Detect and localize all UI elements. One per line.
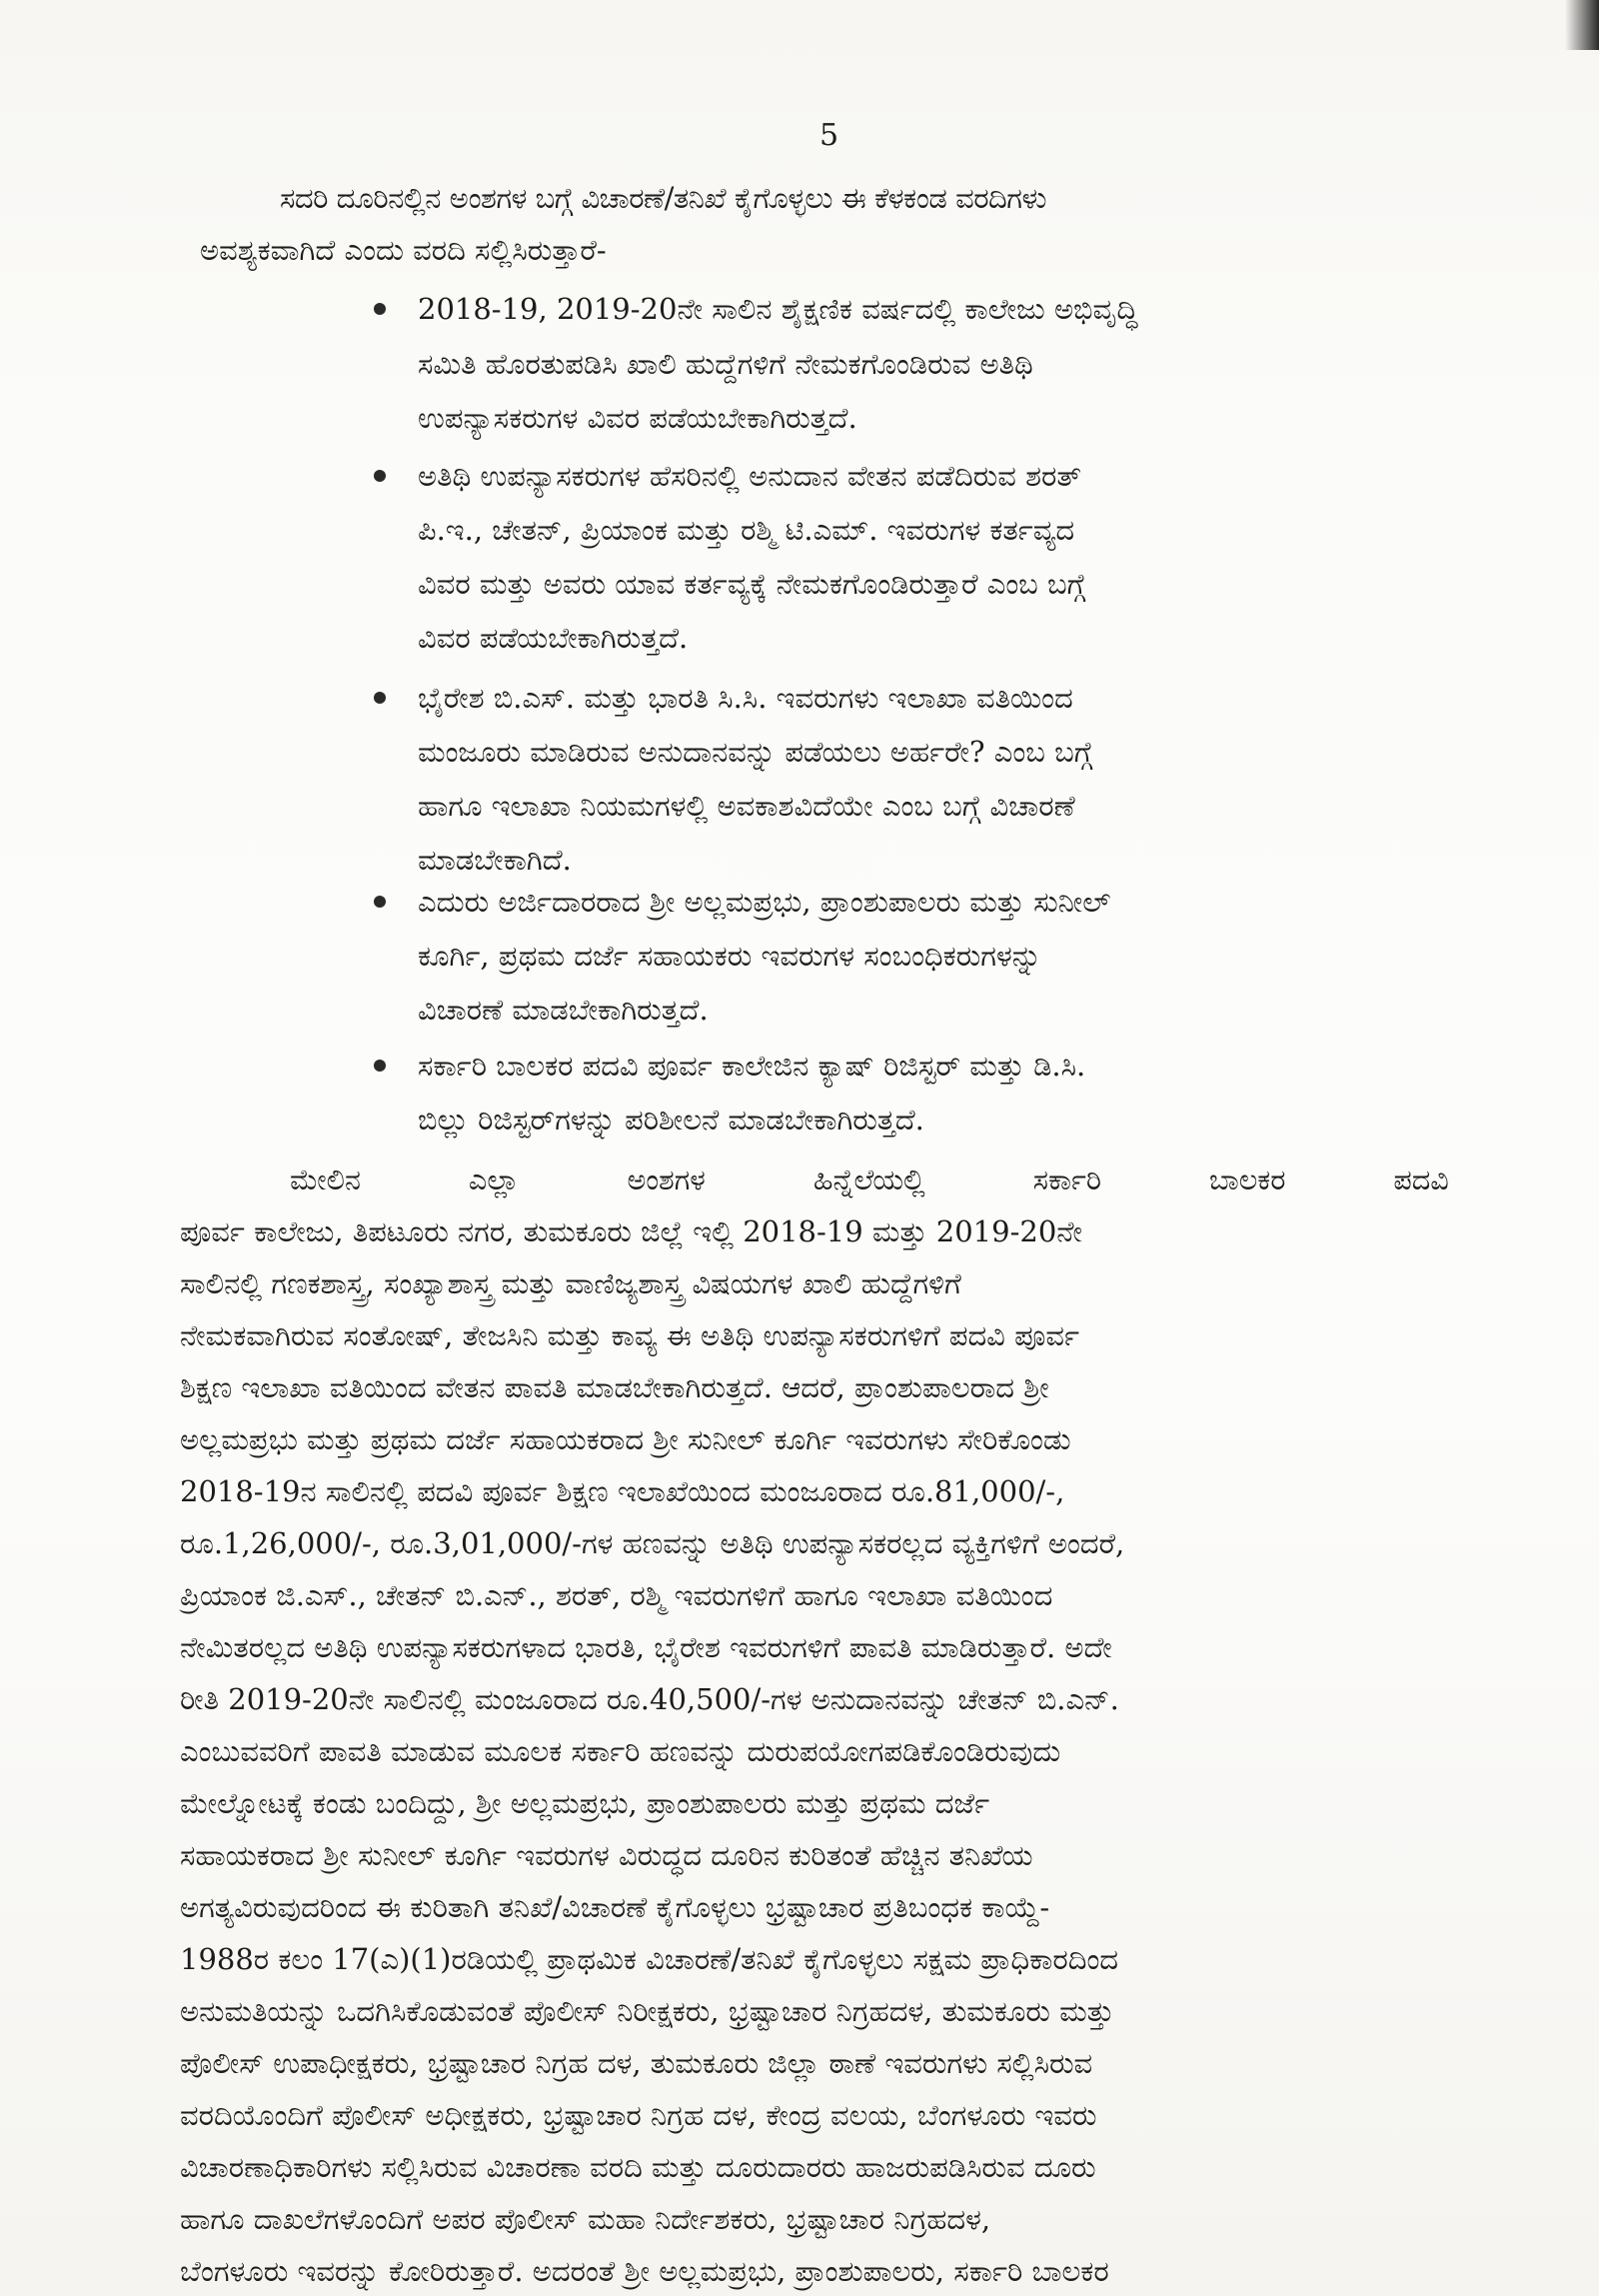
bullet-4-line-3: ವಿಚಾರಣೆ ಮಾಡಬೇಕಾಗಿರುತ್ತದೆ. <box>418 993 709 1027</box>
body-line-14: ಸಹಾಯಕರಾದ ಶ್ರೀ ಸುನೀಲ್ ಕೂರ್ಗಿ ಇವರುಗಳ ವಿರುದ್ಧದ ದೂರಿನ ಕುರಿತಂತೆ ಹೆಚ್ಚಿನ ತನಿಖೆಯ <box>180 1838 1033 1872</box>
bullet-3-line-2: ಮಂಜೂರು ಮಾಡಿರುವ ಅನುದಾನವನ್ನು ಪಡೆಯಲು ಅರ್ಹರೇ? ಎಂಬ ಬಗ್ಗೆ <box>418 735 1093 769</box>
bullet-3-line-1: ಭೈರೇಶ ಬಿ.ಎಸ್. ಮತ್ತು ಭಾರತಿ ಸಿ.ಸಿ. ಇವರುಗಳು ಇಲಾಖಾ ವತಿಯಿಂದ <box>418 681 1073 715</box>
intro-line-1: ಸದರಿ ದೂರಿನಲ್ಲಿನ ಅಂಶಗಳ ಬಗ್ಗೆ ವಿಚಾರಣೆ/ತನಿಖೆ ಕೈಗೊಳ್ಳಲು ಈ ಕೆಳಕಂಡ ವರದಿಗಳು <box>280 181 1046 215</box>
bullet-dot-2 <box>374 470 386 482</box>
bullet-dot-5 <box>374 1060 386 1072</box>
bullet-dot-4 <box>374 896 386 908</box>
bullet-2-line-1: ಅತಿಥಿ ಉಪನ್ಯಾಸಕರುಗಳ ಹೆಸರಿನಲ್ಲಿ ಅನುದಾನ ವೇತನ ಪಡೆದಿರುವ ಶರತ್ <box>418 459 1082 493</box>
body-line-16: 1988ರ ಕಲಂ 17(ಎ)(1)ರಡಿಯಲ್ಲಿ ಪ್ರಾಥಮಿಕ ವಿಚಾರಣೆ/ತನಿಖೆ ಕೈಗೊಳ್ಳಲು ಸಕ್ಷಮ ಪ್ರಾಧಿಕಾರದಿಂದ <box>180 1942 1119 1976</box>
intro-line-2: ಅವಶ್ಯಕವಾಗಿದೆ ಎಂದು ವರದಿ ಸಲ್ಲಿಸಿರುತ್ತಾರೆ- <box>200 233 607 267</box>
body-line-3: ಸಾಲಿನಲ್ಲಿ ಗಣಕಶಾಸ್ತ್ರ, ಸಂಖ್ಯಾಶಾಸ್ತ್ರ ಮತ್ತು ವಾಣಿಜ್ಯಶಾಸ್ತ್ರ ವಿಷಯಗಳ ಖಾಲಿ ಹುದ್ದೆಗಳಿಗೆ <box>180 1266 961 1300</box>
body-line-2: ಪೂರ್ವ ಕಾಲೇಜು, ತಿಪಟೂರು ನಗರ, ತುಮಕೂರು ಜಿಲ್ಲೆ ಇಲ್ಲಿ 2018-19 ಮತ್ತು 2019-20ನೇ <box>180 1214 1082 1248</box>
body-line-13: ಮೇಲ್ನೋಟಕ್ಕೆ ಕಂಡು ಬಂದಿದ್ದು, ಶ್ರೀ ಅಲ್ಲಮಪ್ರಭು, ಪ್ರಾಂಶುಪಾಲರು ಮತ್ತು ಪ್ರಥಮ ದರ್ಜೆ <box>180 1786 990 1820</box>
body-line-21: ಹಾಗೂ ದಾಖಲೆಗಳೊಂದಿಗೆ ಅಪರ ಪೊಲೀಸ್ ಮಹಾ ನಿರ್ದೇಶಕರು, ಭ್ರಷ್ಟಾಚಾರ ನಿಗ್ರಹದಳ, <box>180 2202 991 2236</box>
bullet-1-line-2: ಸಮಿತಿ ಹೊರತುಪಡಿಸಿ ಖಾಲಿ ಹುದ್ದೆಗಳಿಗೆ ನೇಮಕಗೊಂಡಿರುವ ಅತಿಥಿ <box>418 347 1033 381</box>
bullet-3-line-3: ಹಾಗೂ ಇಲಾಖಾ ನಿಯಮಗಳಲ್ಲಿ ಅವಕಾಶವಿದೆಯೇ ಎಂಬ ಬಗ್ಗೆ ವಿಚಾರಣೆ <box>418 789 1075 823</box>
body-line-5: ಶಿಕ್ಷಣ ಇಲಾಖಾ ವತಿಯಿಂದ ವೇತನ ಪಾವತಿ ಮಾಡಬೇಕಾಗಿರುತ್ತದೆ. ಆದರೆ, ಪ್ರಾಂಶುಪಾಲರಾದ ಶ್ರೀ <box>180 1370 1049 1404</box>
body-line-6: ಅಲ್ಲಮಪ್ರಭು ಮತ್ತು ಪ್ರಥಮ ದರ್ಜೆ ಸಹಾಯಕರಾದ ಶ್ರೀ ಸುನೀಲ್ ಕೂರ್ಗಿ ಇವರುಗಳು ಸೇರಿಕೊಂಡು <box>180 1422 1071 1456</box>
body-line-20: ವಿಚಾರಣಾಧಿಕಾರಿಗಳು ಸಲ್ಲಿಸಿರುವ ವಿಚಾರಣಾ ವರದಿ ಮತ್ತು ದೂರುದಾರರು ಹಾಜರುಪಡಿಸಿರುವ ದೂರು <box>180 2150 1096 2184</box>
body-line-18: ಪೊಲೀಸ್ ಉಪಾಧೀಕ್ಷಕರು, ಭ್ರಷ್ಟಾಚಾರ ನಿಗ್ರಹ ದಳ, ತುಮಕೂರು ಜಿಲ್ಲಾ ಠಾಣೆ ಇವರುಗಳು ಸಲ್ಲಿಸಿರುವ <box>180 2046 1093 2080</box>
body-line-12: ಎಂಬುವವರಿಗೆ ಪಾವತಿ ಮಾಡುವ ಮೂಲಕ ಸರ್ಕಾರಿ ಹಣವನ್ನು ದುರುಪಯೋಗಪಡಿಕೊಂಡಿರುವುದು <box>180 1734 1061 1768</box>
bullet-1-line-3: ಉಪನ್ಯಾಸಕರುಗಳ ವಿವರ ಪಡೆಯಬೇಕಾಗಿರುತ್ತದೆ. <box>418 401 857 435</box>
body-line-19: ವರದಿಯೊಂದಿಗೆ ಪೊಲೀಸ್ ಅಧೀಕ್ಷಕರು, ಭ್ರಷ್ಟಾಚಾರ ನಿಗ್ರಹ ದಳ, ಕೇಂದ್ರ ವಲಯ, ಬೆಂಗಳೂರು ಇವರು <box>180 2098 1097 2132</box>
body-line-1: ಮೇಲಿನ ಎಲ್ಲಾ ಅಂಶಗಳ ಹಿನ್ನೆಲೆಯಲ್ಲಿ ಸರ್ಕಾರಿ ಬಾಲಕರ ಪದವಿ <box>290 1162 1449 1196</box>
body-line-8: ರೂ.1,26,000/-, ರೂ.3,01,000/-ಗಳ ಹಣವನ್ನು ಅತಿಥಿ ಉಪನ್ಯಾಸಕರಲ್ಲದ ವ್ಯಕ್ತಿಗಳಿಗೆ ಅಂದರೆ, <box>180 1526 1125 1560</box>
bullet-4-line-2: ಕೂರ್ಗಿ, ಪ್ರಥಮ ದರ್ಜೆ ಸಹಾಯಕರು ಇವರುಗಳ ಸಂಬಂಧಿಕರುಗಳನ್ನು <box>418 939 1041 973</box>
body-line-11: ರೀತಿ 2019-20ನೇ ಸಾಲಿನಲ್ಲಿ ಮಂಜೂರಾದ ರೂ.40,500/-ಗಳ ಅನುದಾನವನ್ನು ಚೇತನ್ ಬಿ.ಎನ್. <box>180 1682 1119 1716</box>
bullet-5-line-1: ಸರ್ಕಾರಿ ಬಾಲಕರ ಪದವಿ ಪೂರ್ವ ಕಾಲೇಜಿನ ಕ್ಯಾಷ್ ರಿಜಿಸ್ಟರ್ ಮತ್ತು ಡಿ.ಸಿ. <box>418 1049 1086 1083</box>
bullet-dot-3 <box>374 692 386 704</box>
page-number: 5 <box>819 118 839 153</box>
bullet-5-line-2: ಬಿಲ್ಲು ರಿಜಿಸ್ಟರ್‌ಗಳನ್ನು ಪರಿಶೀಲನೆ ಮಾಡಬೇಕಾಗಿರುತ್ತದೆ. <box>418 1103 924 1137</box>
bullet-3-line-4: ಮಾಡಬೇಕಾಗಿದೆ. <box>418 843 572 877</box>
bullet-1-line-1: 2018-19, 2019-20ನೇ ಸಾಲಿನ ಶೈಕ್ಷಣಿಕ ವರ್ಷದಲ್ಲಿ ಕಾಲೇಜು ಅಭಿವೃದ್ಧಿ <box>418 292 1138 326</box>
bullet-2-line-2: ಪಿ.ಇ., ಚೇತನ್, ಪ್ರಿಯಾಂಕ ಮತ್ತು ರಶ್ಮಿ ಟಿ.ಎಮ್. ಇವರುಗಳ ಕರ್ತವ್ಯದ <box>418 513 1075 547</box>
body-line-10: ನೇಮಿತರಲ್ಲದ ಅತಿಥಿ ಉಪನ್ಯಾಸಕರುಗಳಾದ ಭಾರತಿ, ಭೈರೇಶ ಇವರುಗಳಿಗೆ ಪಾವತಿ ಮಾಡಿರುತ್ತಾರೆ. ಅದೇ <box>180 1630 1112 1664</box>
body-line-7: 2018-19ನ ಸಾಲಿನಲ್ಲಿ ಪದವಿ ಪೂರ್ವ ಶಿಕ್ಷಣ ಇಲಾಖೆಯಿಂದ ಮಂಜೂರಾದ ರೂ.81,000/-, <box>180 1474 1065 1508</box>
body-line-22: ಬೆಂಗಳೂರು ಇವರನ್ನು ಕೋರಿರುತ್ತಾರೆ. ಅದರಂತೆ ಶ್ರೀ ಅಲ್ಲಮಪ್ರಭು, ಪ್ರಾಂಶುಪಾಲರು, ಸರ್ಕಾರಿ ಬಾಲಕರ <box>180 2254 1109 2288</box>
bullet-dot-1 <box>374 303 386 315</box>
body-line-9: ಪ್ರಿಯಾಂಕ ಜಿ.ಎಸ್., ಚೇತನ್ ಬಿ.ಎನ್., ಶರತ್, ರಶ್ಮಿ ಇವರುಗಳಿಗೆ ಹಾಗೂ ಇಲಾಖಾ ವತಿಯಿಂದ <box>180 1578 1053 1612</box>
bullet-2-line-3: ವಿವರ ಮತ್ತು ಅವರು ಯಾವ ಕರ್ತವ್ಯಕ್ಕೆ ನೇಮಕಗೊಂಡಿರುತ್ತಾರೆ ಎಂಬ ಬಗ್ಗೆ <box>418 567 1086 601</box>
scan-edge-shadow <box>1565 0 1599 50</box>
body-line-4: ನೇಮಕವಾಗಿರುವ ಸಂತೋಷ್, ತೇಜಸಿನಿ ಮತ್ತು ಕಾವ್ಯ ಈ ಅತಿಥಿ ಉಪನ್ಯಾಸಕರುಗಳಿಗೆ ಪದವಿ ಪೂರ್ವ <box>180 1318 1079 1352</box>
bullet-4-line-1: ಎದುರು ಅರ್ಜಿದಾರರಾದ ಶ್ರೀ ಅಲ್ಲಮಪ್ರಭು, ಪ್ರಾಂಶುಪಾಲರು ಮತ್ತು ಸುನೀಲ್ <box>418 885 1111 919</box>
body-line-15: ಅಗತ್ಯವಿರುವುದರಿಂದ ಈ ಕುರಿತಾಗಿ ತನಿಖೆ/ವಿಚಾರಣೆ ಕೈಗೊಳ್ಳಲು ಭ್ರಷ್ಟಾಚಾರ ಪ್ರತಿಬಂಧಕ ಕಾಯ್ದೆ- <box>180 1890 1050 1924</box>
body-line-17: ಅನುಮತಿಯನ್ನು ಒದಗಿಸಿಕೊಡುವಂತೆ ಪೊಲೀಸ್ ನಿರೀಕ್ಷಕರು, ಭ್ರಷ್ಟಾಚಾರ ನಿಗ್ರಹದಳ, ತುಮಕೂರು ಮತ್ತು <box>180 1994 1114 2028</box>
bullet-2-line-4: ವಿವರ ಪಡೆಯಬೇಕಾಗಿರುತ್ತದೆ. <box>418 621 689 655</box>
